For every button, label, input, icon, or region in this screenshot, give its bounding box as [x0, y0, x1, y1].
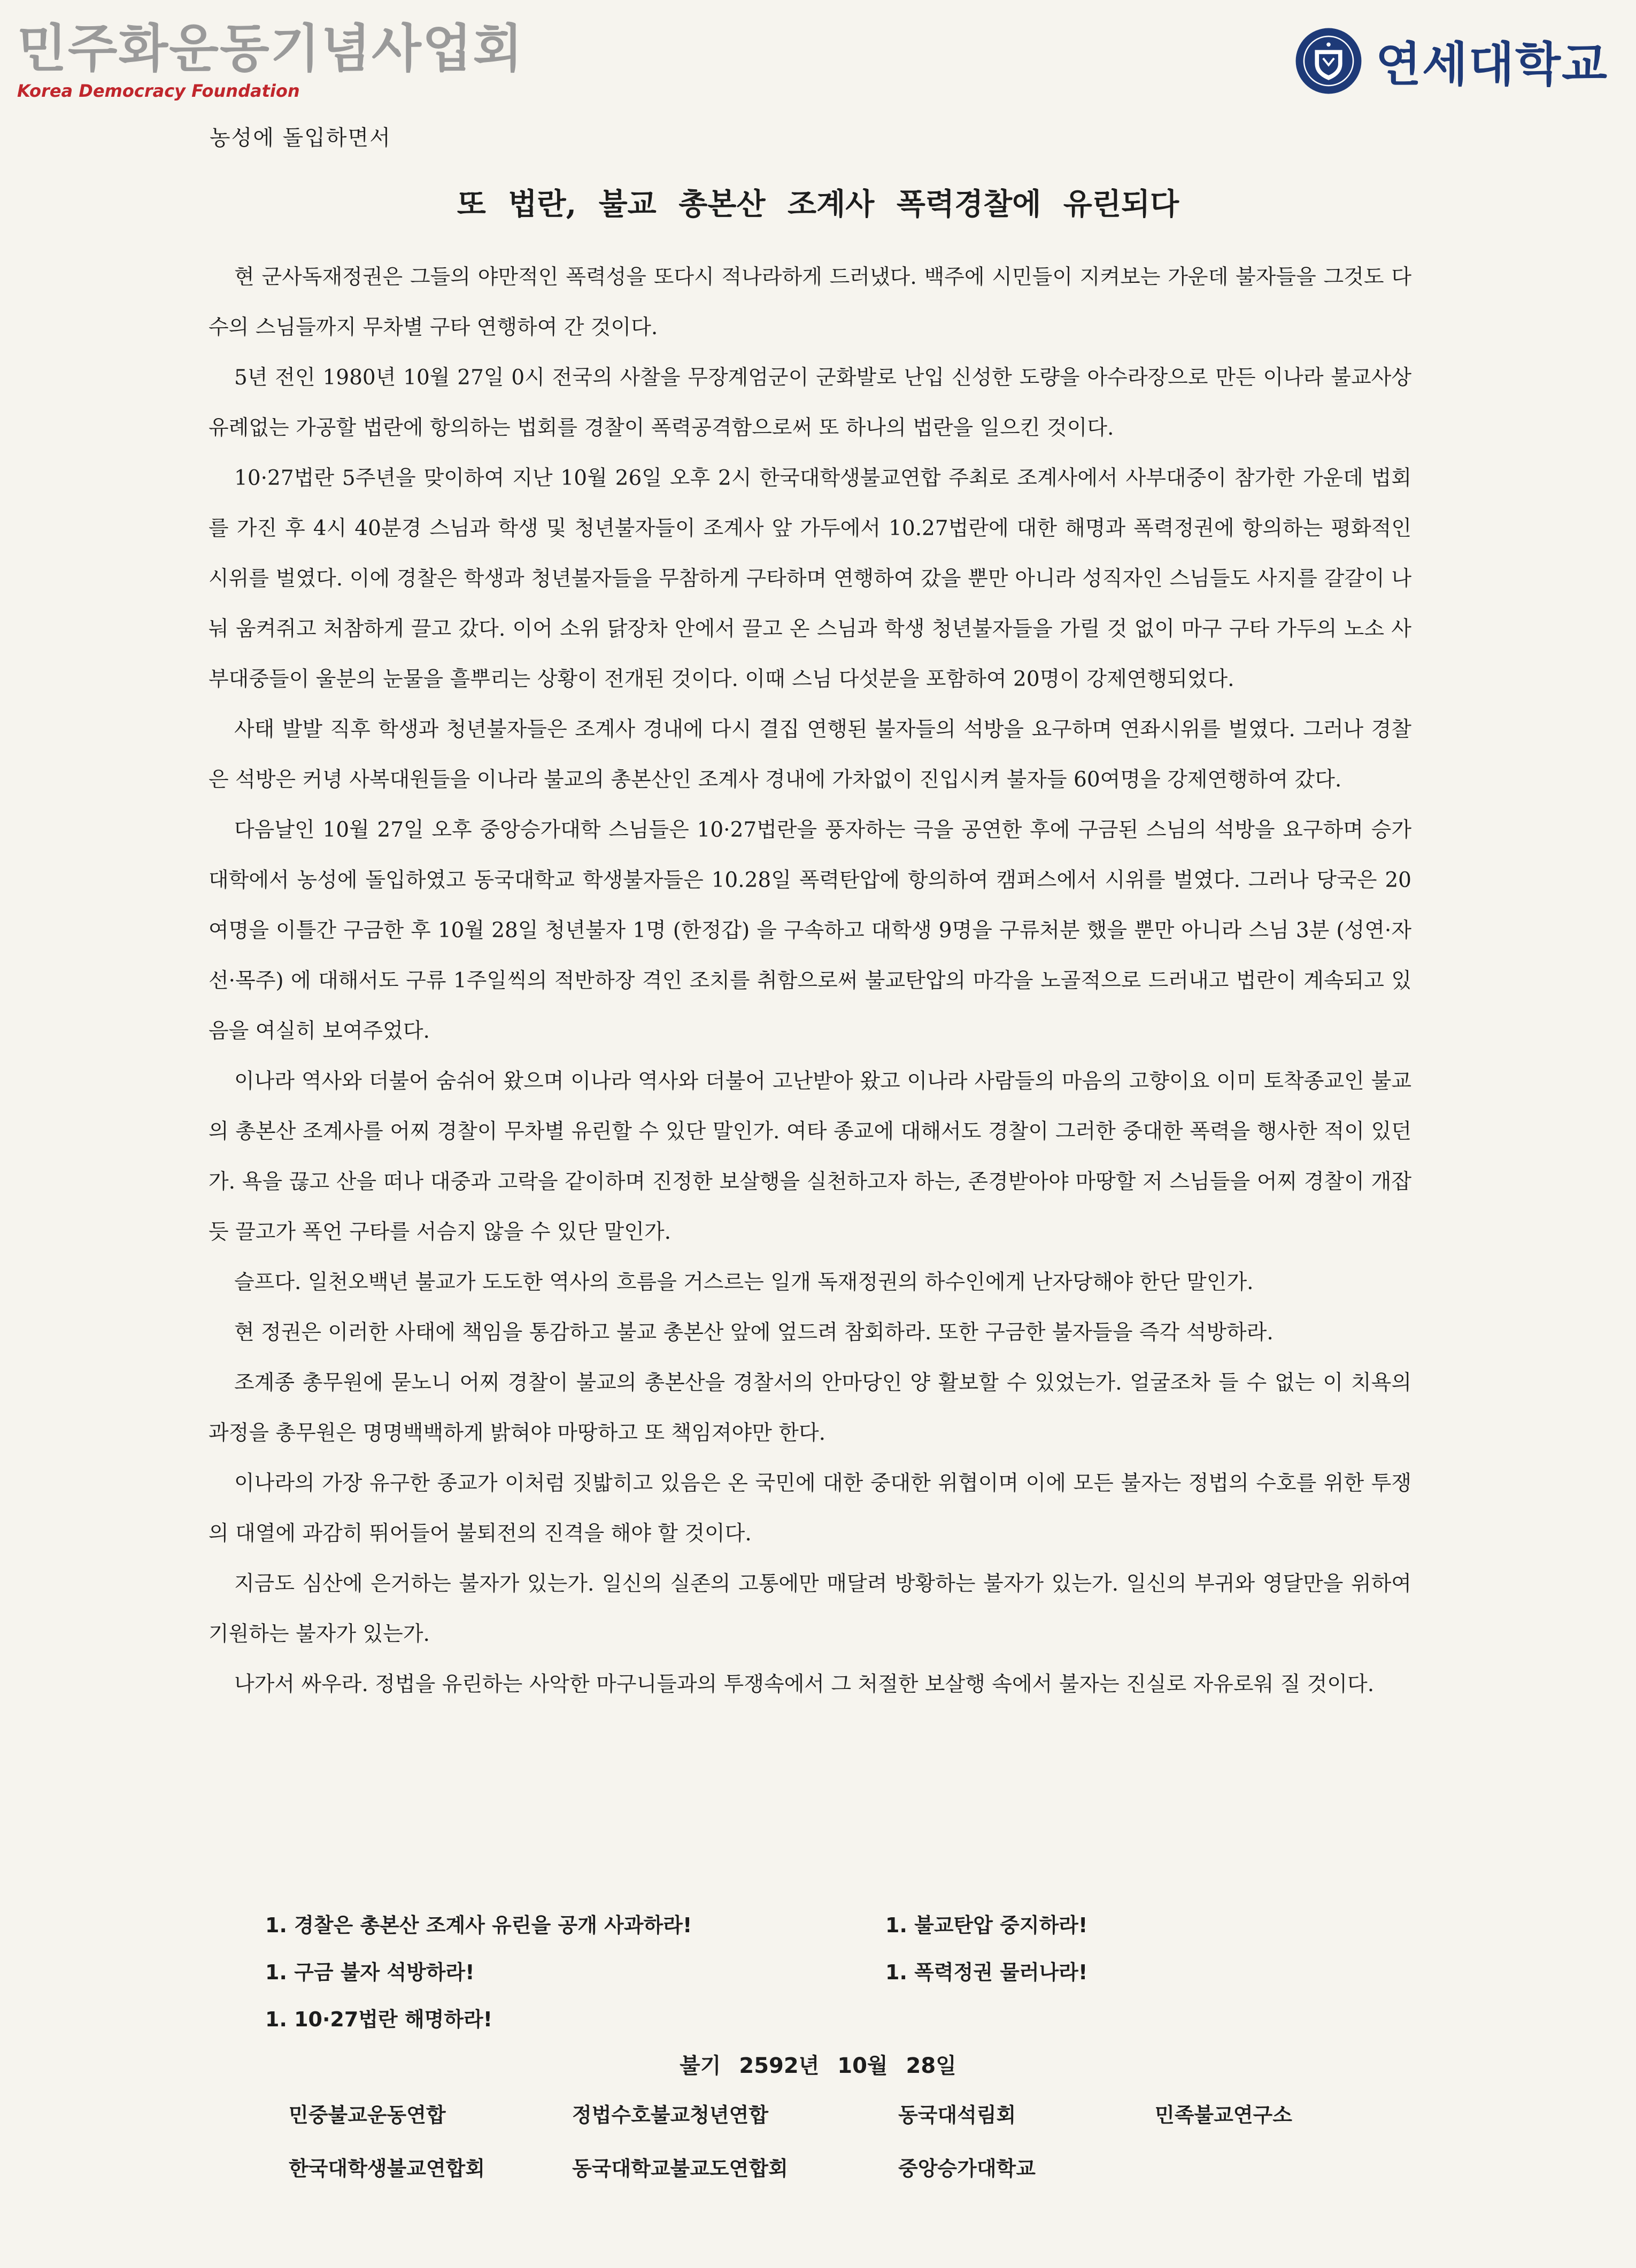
document-title: 또 법란, 불교 총본산 조계사 폭력경찰에 유린되다 — [457, 187, 1179, 222]
slogan-item: 1. 경찰은 총본산 조계사 유린을 공개 사과하라! — [265, 1914, 692, 1937]
paragraph: 사태 발발 직후 학생과 청년불자들은 조계사 경내에 다시 결집 연행된 불자들의 석방을 요구하며 연좌시위를 벌였다. 그러나 경찰은 석방은 커녕 사복대원들을 이나라 불교의 총본산인 조계사 경내에 가차없이 진입시켜 불자들 60여명을 강제연행하여 갔다. — [209, 718, 1411, 792]
signatory-organizations — [289, 2100, 1465, 2184]
organization-name: 동국대석림회 — [898, 2103, 1016, 2127]
slogan-item: 1. 폭력정권 물러나라! — [885, 1961, 1088, 1984]
paragraph: 이나라 역사와 더불어 숨쉬어 왔으며 이나라 역사와 더불어 고난받아 왔고 이나라 사람들의 마음의 고향이요 이미 토착종교인 불교의 총본산 조계사를 어찌 경찰이 무차별 유린할 수 있단 말인가. 여타 종교에 대해서도 경찰이 그러한 중대한 폭력을 행사한 적이 있던가. 욕을 끊고 산을 떠나 대중과 고락을 같이하며 진정한 보살행을 실천하고자 하는, 존경받아야 마땅할 저 스님들을 어찌 경찰이 개잡듯 끌고가 폭언 구타를 서슴지 않을 수 있단 말인가. — [209, 1069, 1411, 1244]
slogan-item: 1. 불교탄압 중지하라! — [885, 1914, 1088, 1937]
slogan-item: 1. 10·27법란 해명하라! — [265, 2008, 493, 2031]
paragraph: 10·27법란 5주년을 맞이하여 지난 10월 26일 오후 2시 한국대학생불교연합 주최로 조계사에서 사부대중이 참가한 가운데 법회를 가진 후 4시 40분경 스님과 학생 및 청년불자들이 조계사 앞 가두에서 10.27법란에 대한 해명과 폭력정권에 항의하는 평화적인 시위를 벌였다. 이에 경찰은 학생과 청년불자들을 무참하게 구타하며 연행하여 갔을 뿐만 아니라 성직자인 스님들도 사지를 갈갈이 나눠 움켜쥐고 처참하게 끌고 갔다. 이어 소위 닭장차 안에서 끌고 온 스님과 학생 청년불자들을 가릴 것 없이 마구 구타 가두의 노소 사부대중들이 울분의 눈물을 흘뿌리는 상황이 전개된 것이다. 이때 스님 다섯분을 포함하여 20명이 강제연행되었다. — [209, 466, 1411, 691]
paragraph: 이나라의 가장 유구한 종교가 이처럼 짓밟히고 있음은 온 국민에 대한 중대한 위협이며 이에 모든 불자는 정법의 수호를 위한 투쟁의 대열에 과감히 뛰어들어 불퇴전의 진격을 해야 할 것이다. — [209, 1471, 1411, 1546]
slogan-item: 1. 구금 불자 석방하라! — [265, 1961, 475, 1984]
foundation-name-korean: 민주화운동기념사업회 — [17, 18, 524, 79]
organization-name: 민족불교연구소 — [1155, 2103, 1292, 2127]
yonsei-university-logo — [1294, 27, 1608, 95]
paragraph: 지금도 심산에 은거하는 불자가 있는가. 일신의 실존의 고통에만 매달려 방황하는 불자가 있는가. 일신의 부귀와 영달만을 위하여 기원하는 불자가 있는가. — [209, 1572, 1411, 1646]
paragraph: 현 정권은 이러한 사태에 책임을 통감하고 불교 총본산 앞에 엎드려 참회하라. 또한 구금한 불자들을 즉각 석방하라. — [234, 1321, 1274, 1345]
korea-democracy-foundation-logo — [17, 18, 524, 103]
slogan-list — [265, 1910, 1334, 2035]
university-name: 연세대학교 — [1375, 37, 1608, 92]
organization-name: 동국대학교불교도연합회 — [572, 2157, 788, 2180]
organization-name: 정법수호불교청년연합 — [572, 2103, 769, 2127]
document-date: 불기 2592년 10월 28일 — [680, 2054, 956, 2078]
paragraph: 슬프다. 일천오백년 불교가 도도한 역사의 흐름을 거스르는 일개 독재정권의 하수인에게 난자당해야 한단 말인가. — [234, 1270, 1254, 1294]
paragraph: 5년 전인 1980년 10월 27일 0시 전국의 사찰을 무장계엄군이 군화발로 난입 신성한 도량을 아수라장으로 만든 이나라 불교사상 유례없는 가공할 법란에 항의하는 법회를 경찰이 폭력공격함으로써 또 하나의 법란을 일으킨 것이다. — [209, 366, 1411, 440]
document-label: 농성에 돌입하면서 — [210, 126, 391, 150]
organization-name: 민중불교운동연합 — [289, 2103, 446, 2127]
paragraph: 현 군사독재정권은 그들의 야만적인 폭력성을 또다시 적나라하게 드러냈다. 백주에 시민들이 지켜보는 가운데 불자들을 그것도 다수의 스님들까지 무차별 구타 연행하여 간 것이다. — [209, 265, 1411, 340]
foundation-name-english: Korea Democracy Foundation — [17, 81, 300, 101]
paragraph: 다음날인 10월 27일 오후 중앙승가대학 스님들은 10·27법란을 풍자하는 극을 공연한 후에 구금된 스님의 석방을 요구하며 승가대학에서 농성에 돌입하였고 동국대학교 학생불자들은 10.28일 폭력탄압에 항의하여 캠퍼스에서 시위를 벌였다. 그러나 당국은 20여명을 이틀간 구금한 후 10월 28일 청년불자 1명 (한정갑) 을 구속하고 대학생 9명을 구류처분 했을 뿐만 아니라 스님 3분 (성연·자선·목주) 에 대해서도 구류 1주일씩의 적반하장 격인 조치를 취함으로써 불교탄압의 마각을 노골적으로 드러내고 법란이 계속되고 있음을 여실히 보여주었다. — [209, 818, 1411, 1043]
paragraph: 나가서 싸우라. 정법을 유린하는 사악한 마구니들과의 투쟁속에서 그 처절한 보살행 속에서 불자는 진실로 자유로워 질 것이다. — [234, 1672, 1375, 1696]
organization-name: 한국대학생불교연합회 — [289, 2157, 485, 2180]
yonsei-seal-icon — [1294, 27, 1363, 95]
document-body — [209, 252, 1411, 1710]
paragraph: 조계종 총무원에 묻노니 어찌 경찰이 불교의 총본산을 경찰서의 안마당인 양 활보할 수 있었는가. 얼굴조차 들 수 없는 이 치욕의 과정을 총무원은 명명백백하게 밝혀야 마땅하고 또 책임져야만 한다. — [209, 1371, 1411, 1445]
organization-name: 중앙승가대학교 — [898, 2157, 1036, 2180]
